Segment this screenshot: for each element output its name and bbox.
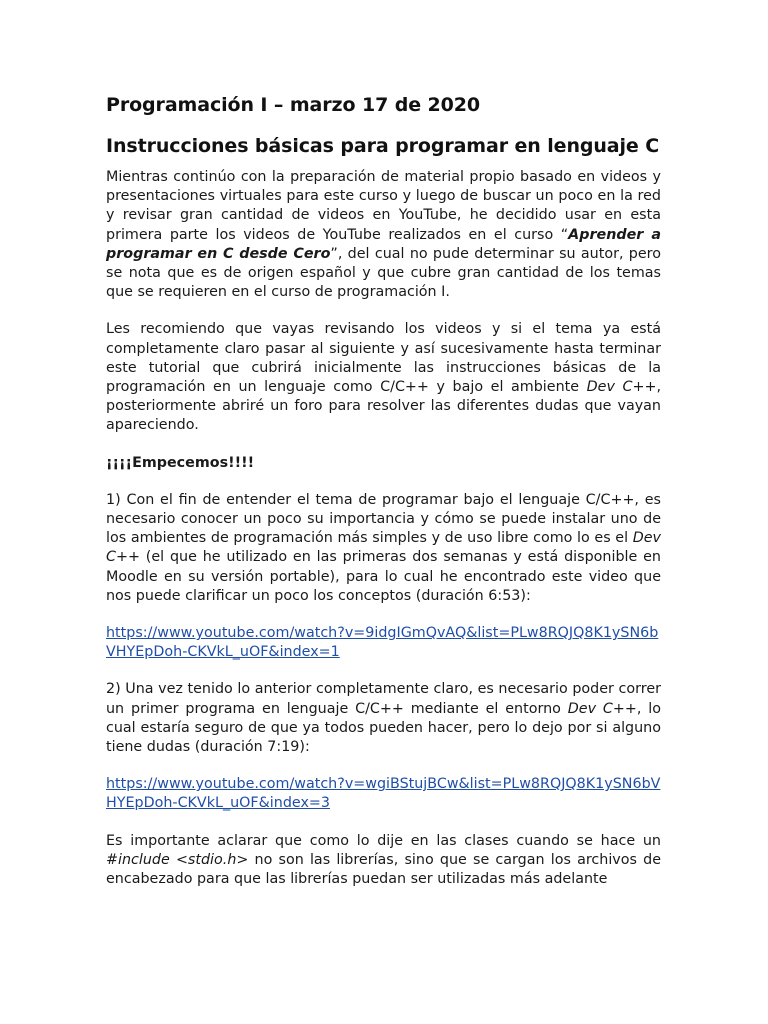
paragraph-step-2-text-a: 2) Una vez tenido lo anterior completamente claro, es necesario poder correr un primer programa en lenguaje C/C++ mediante el entorno [106,681,661,717]
paragraph-intro [106,168,661,302]
link-paragraph-1 [106,624,661,662]
youtube-link-1[interactable]: https://www.youtube.com/watch?v=9idgIGmQvAQ&list=PLw8RQJQ8K1ySN6bVHYEpDoh-CKVkL_uOF&index=1 [106,625,659,661]
dev-cpp-mention: Dev C++ [567,700,637,717]
exclamation-heading: ¡¡¡¡Empecemos!!!! [106,454,255,471]
paragraph-include-note-text-a: Es importante aclarar que como lo dije en las clases cuando se hace un [106,832,661,849]
youtube-link-2[interactable]: https://www.youtube.com/watch?v=wgiBStujBCw&list=PLw8RQJQ8K1ySN6bVHYEpDoh-CKVkL_uOF&index=3 [106,776,661,812]
document-page [106,90,661,907]
page-title: Programación I – marzo 17 de 2020 [106,94,480,116]
course-name: Aprender a programar en C desde Cero [106,226,661,262]
paragraph-step-1 [106,491,661,606]
paragraph-recommendation [106,320,661,435]
paragraph-include-note-text-b: no son las librerías, sino que se cargan los archivos de encabezado para que las librerías puedan ser utilizadas más adelante [106,851,661,888]
paragraph-intro-text-a: Mientras continúo con la preparación de material propio basado en videos y presentaciones virtuales para este curso y luego de buscar un poco en la red y revisar gran cantidad de videos en YouTube, he decidido usar en esta primera parte los videos de YouTube realizados en el curso “ [106,169,661,243]
paragraph-recommendation-text-b: , posteriormente abriré un foro para resolver las diferentes dudas que vayan apareciendo. [106,379,661,434]
paragraph-step-1-text-a: 1) Con el fin de entender el tema de programar bajo el lenguaje C/C++, es necesario conocer un poco su importancia y cómo se puede instalar uno de los ambientes de programación más simples y de uso libre como lo es el [106,491,661,547]
paragraph-step-2-text-b: , lo cual estaría seguro de que ya todos pueden hacer, pero lo dejo por si alguno tiene dudas (duración 7:19): [106,700,661,756]
include-directive: #include <stdio.h> [106,851,249,868]
dev-cpp-mention: Dev C++ [106,530,661,566]
link-paragraph-2 [106,775,661,813]
dev-cpp-mention: Dev C++ [586,379,657,396]
page-subtitle: Instrucciones básicas para programar en lenguaje C [106,135,660,157]
paragraph-step-1-text-b: (el que he utilizado en las primeras dos semanas y está disponible en Moodle en su versión portable), para lo cual he encontrado este video que nos puede clarificar un poco los conceptos (duración 6:53): [106,549,661,604]
paragraph-intro-text-b: ”, del cual no pude determinar su autor, pero se nota que es de origen español y que cubre gran cantidad de los temas que se requieren en el curso de programación I. [106,245,661,301]
paragraph-include-note [106,832,661,890]
paragraph-recommendation-text-a: Les recomiendo que vayas revisando los videos y si el tema ya está completamente claro pasar al siguiente y así sucesivamente hasta terminar este tutorial que cubrirá inicialmente las instrucciones básicas de la programación en un lenguaje como C/C++ y bajo el ambiente [106,321,661,396]
paragraph-step-2 [106,680,661,757]
